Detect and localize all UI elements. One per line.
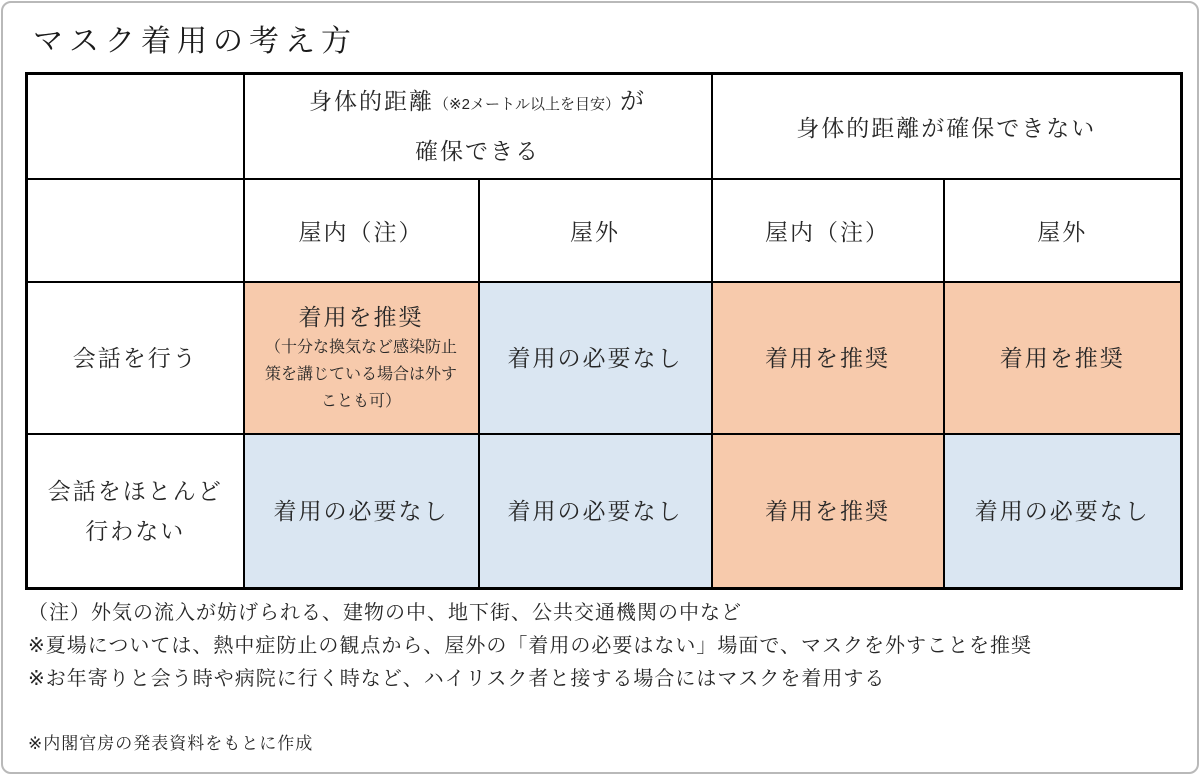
- header-distance-ok-main: 身体的距離: [309, 88, 435, 115]
- cell-main-text: 着用の必要なし: [507, 497, 683, 524]
- row-conversation: [27, 282, 1182, 434]
- header-distance-ok: [244, 74, 712, 179]
- subheader-indoor-distanced: 屋内（注）: [244, 179, 479, 282]
- footnotes: [28, 597, 1032, 696]
- row-label-no-conversation-line1: 会話をほとんど: [47, 477, 223, 504]
- row-no-conversation: [27, 434, 1182, 589]
- header-distance-ng: 身体的距離が確保できない: [712, 74, 1182, 179]
- header-distance-ok-line1: [245, 78, 711, 128]
- cell-main-text: 着用の必要なし: [974, 497, 1150, 524]
- footnote-summer: ※夏場については、熱中症防止の観点から、屋外の「着用の必要はない」場面で、マスクを外すことを推奨: [28, 635, 1032, 657]
- mask-guideline-table: [25, 72, 1183, 590]
- corner-empty-cell-top: [27, 74, 244, 179]
- header-distance-ok-line2: 確保できる: [415, 138, 540, 165]
- cell-conversation-indoor-distanced: [244, 282, 479, 434]
- cell-no-conversation-indoor-distanced: [244, 434, 479, 589]
- cell-conversation-outdoor-not-distanced: [944, 282, 1182, 434]
- subheader-outdoor-not-distanced: 屋外: [944, 179, 1182, 282]
- cell-main-text: 着用を推奨: [765, 344, 890, 371]
- row-label-conversation-line1: 会話を行う: [72, 344, 198, 371]
- cell-main-text: 着用の必要なし: [273, 497, 449, 524]
- cell-note-text: （十分な換気など感染防止策を講じている場合は外すことも可）: [264, 339, 457, 410]
- source-note: ※内閣官房の発表資料をもとに作成: [28, 734, 314, 753]
- footnote-high-risk: ※お年寄りと会う時や病院に行く時など、ハイリスク者と接する場合にはマスクを着用する: [28, 668, 886, 690]
- header-distance-ok-paren: （※2メートル以上を目安）: [434, 96, 620, 114]
- cell-main-text: 着用を推奨: [298, 304, 424, 330]
- cell-main-text: 着用の必要なし: [507, 344, 683, 371]
- header-row-location: [27, 179, 1182, 282]
- corner-empty-cell-bottom: [27, 179, 244, 282]
- cell-no-conversation-outdoor-not-distanced: [944, 434, 1182, 589]
- cell-conversation-outdoor-distanced: [479, 282, 712, 434]
- row-label-no-conversation-line2: 行わない: [85, 517, 186, 544]
- subheader-indoor-not-distanced: 屋内（注）: [712, 179, 944, 282]
- header-row-distance: [27, 74, 1182, 179]
- cell-main-text: 着用を推奨: [999, 344, 1125, 371]
- cell-no-conversation-outdoor-distanced: [479, 434, 712, 589]
- page-title: マスク着用の考え方: [33, 25, 357, 58]
- row-label-no-conversation: [27, 434, 244, 589]
- header-distance-ok-suffix: が: [619, 88, 646, 116]
- cell-no-conversation-indoor-not-distanced: [712, 434, 944, 589]
- footnote-kanji-note: （注）外気の流入が妨げられる、建物の中、地下街、公共交通機関の中など: [28, 602, 742, 624]
- cell-conversation-indoor-not-distanced: [712, 282, 944, 434]
- subheader-outdoor-distanced: 屋外: [479, 179, 712, 282]
- cell-main-text: 着用を推奨: [765, 497, 890, 524]
- row-label-conversation: [27, 282, 244, 434]
